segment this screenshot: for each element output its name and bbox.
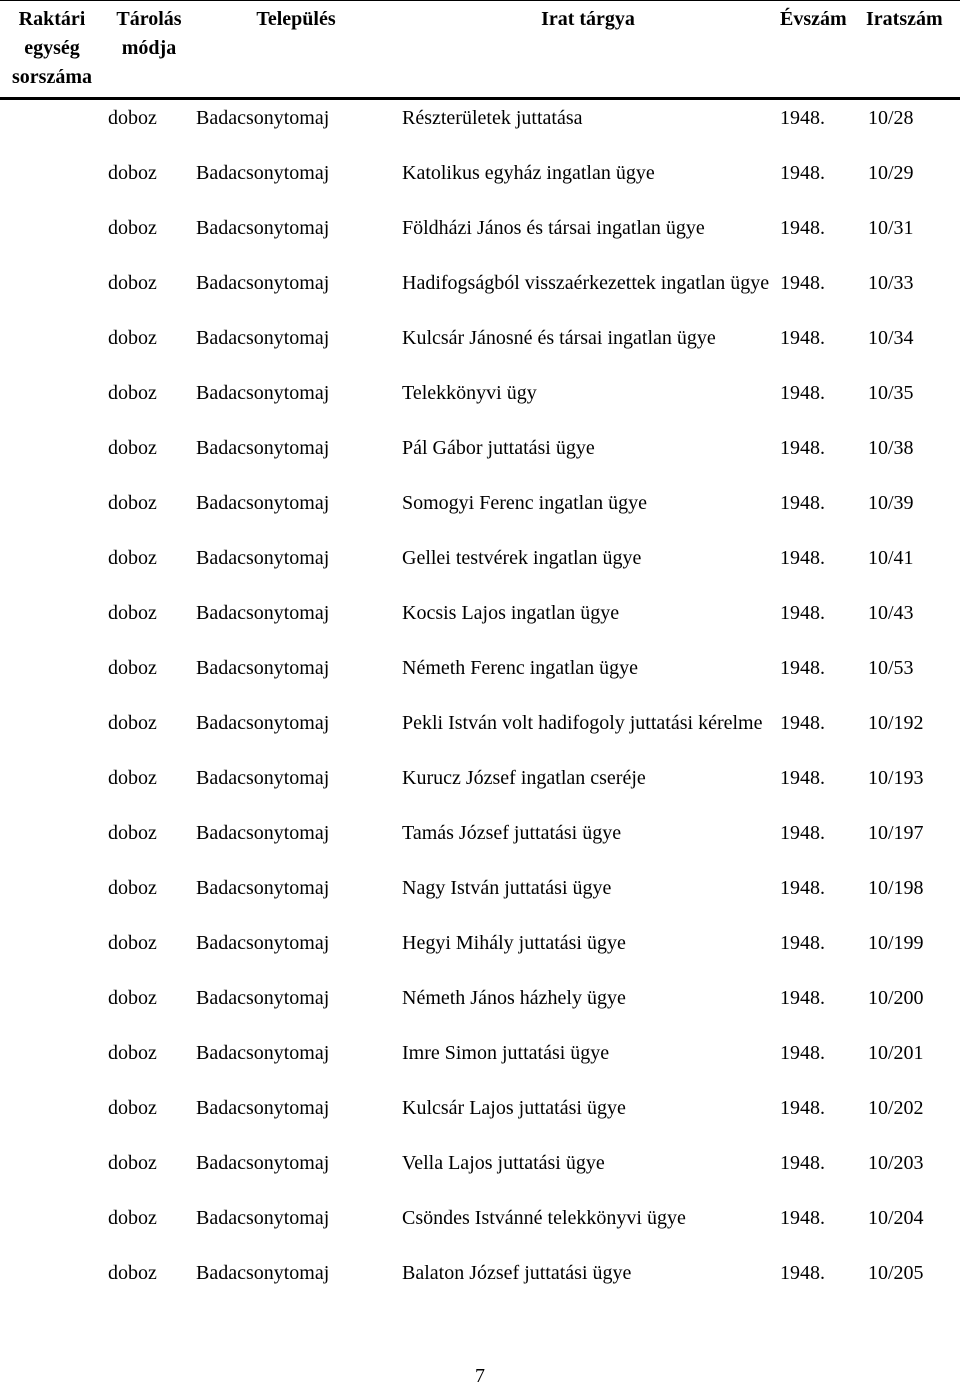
telepules-cell: Badacsonytomaj bbox=[196, 437, 330, 459]
table-row bbox=[0, 598, 960, 653]
telepules-cell: Badacsonytomaj bbox=[196, 657, 330, 679]
table-row bbox=[0, 928, 960, 983]
iratszam-cell: 10/31 bbox=[868, 217, 914, 239]
evszam-cell: 1948. bbox=[780, 272, 825, 294]
evszam-cell: 1948. bbox=[780, 712, 825, 734]
iratszam-cell: 10/39 bbox=[868, 492, 914, 514]
tarolas-cell: doboz bbox=[108, 327, 157, 349]
irat-targya-cell: Hegyi Mihály juttatási ügye bbox=[402, 932, 626, 954]
iratszam-cell: 10/197 bbox=[868, 822, 924, 844]
tarolas-cell: doboz bbox=[108, 987, 157, 1009]
tarolas-cell: doboz bbox=[108, 712, 157, 734]
evszam-cell: 1948. bbox=[780, 1262, 825, 1284]
iratszam-cell: 10/202 bbox=[868, 1097, 924, 1119]
table-row bbox=[0, 1093, 960, 1148]
telepules-cell: Badacsonytomaj bbox=[196, 272, 330, 294]
tarolas-cell: doboz bbox=[108, 657, 157, 679]
iratszam-cell: 10/193 bbox=[868, 767, 924, 789]
header-raktari-egyseg: Raktári egység sorszáma bbox=[12, 8, 92, 88]
irat-targya-cell: Tamás József juttatási ügye bbox=[402, 822, 622, 844]
telepules-cell: Badacsonytomaj bbox=[196, 712, 330, 734]
evszam-cell: 1948. bbox=[780, 107, 825, 129]
irat-targya-cell: Nagy István juttatási ügye bbox=[402, 877, 612, 899]
evszam-cell: 1948. bbox=[780, 1207, 825, 1229]
table-row bbox=[0, 268, 960, 323]
telepules-cell: Badacsonytomaj bbox=[196, 1152, 330, 1174]
telepules-cell: Badacsonytomaj bbox=[196, 382, 330, 404]
irat-targya-cell: Csöndes Istvánné telekkönyvi ügye bbox=[402, 1207, 686, 1229]
tarolas-cell: doboz bbox=[108, 162, 157, 184]
table-body bbox=[0, 103, 960, 1313]
table-row bbox=[0, 873, 960, 928]
header-iratszam: Iratszám bbox=[866, 8, 943, 30]
iratszam-cell: 10/201 bbox=[868, 1042, 924, 1064]
irat-targya-cell: Vella Lajos juttatási ügye bbox=[402, 1152, 605, 1174]
telepules-cell: Badacsonytomaj bbox=[196, 547, 330, 569]
telepules-cell: Badacsonytomaj bbox=[196, 822, 330, 844]
tarolas-cell: doboz bbox=[108, 272, 157, 294]
evszam-cell: 1948. bbox=[780, 547, 825, 569]
iratszam-cell: 10/33 bbox=[868, 272, 914, 294]
table-row bbox=[0, 1148, 960, 1203]
evszam-cell: 1948. bbox=[780, 822, 825, 844]
table-row bbox=[0, 213, 960, 268]
table-row bbox=[0, 488, 960, 543]
tarolas-cell: doboz bbox=[108, 767, 157, 789]
iratszam-cell: 10/38 bbox=[868, 437, 914, 459]
tarolas-cell: doboz bbox=[108, 107, 157, 129]
irat-targya-cell: Hadifogságból visszaérkezettek ingatlan ügye bbox=[402, 272, 770, 294]
tarolas-cell: doboz bbox=[108, 1152, 157, 1174]
tarolas-cell: doboz bbox=[108, 877, 157, 899]
irat-targya-cell: Németh Ferenc ingatlan ügye bbox=[402, 657, 639, 679]
tarolas-cell: doboz bbox=[108, 1262, 157, 1284]
tarolas-cell: doboz bbox=[108, 437, 157, 459]
evszam-cell: 1948. bbox=[780, 217, 825, 239]
iratszam-cell: 10/204 bbox=[868, 1207, 924, 1229]
evszam-cell: 1948. bbox=[780, 657, 825, 679]
table-row bbox=[0, 378, 960, 433]
evszam-cell: 1948. bbox=[780, 877, 825, 899]
tarolas-cell: doboz bbox=[108, 1207, 157, 1229]
tarolas-cell: doboz bbox=[108, 217, 157, 239]
telepules-cell: Badacsonytomaj bbox=[196, 1262, 330, 1284]
table-row bbox=[0, 1038, 960, 1093]
evszam-cell: 1948. bbox=[780, 932, 825, 954]
iratszam-cell: 10/199 bbox=[868, 932, 924, 954]
header-irat-targya: Irat tárgya bbox=[541, 8, 635, 30]
table-row bbox=[0, 818, 960, 873]
table-row bbox=[0, 543, 960, 598]
evszam-cell: 1948. bbox=[780, 1152, 825, 1174]
irat-targya-cell: Kulcsár Jánosné és társai ingatlan ügye bbox=[402, 327, 716, 349]
table-row bbox=[0, 1203, 960, 1258]
evszam-cell: 1948. bbox=[780, 1042, 825, 1064]
table-row bbox=[0, 323, 960, 378]
iratszam-cell: 10/35 bbox=[868, 382, 914, 404]
iratszam-cell: 10/205 bbox=[868, 1262, 924, 1284]
iratszam-cell: 10/53 bbox=[868, 657, 914, 679]
tarolas-cell: doboz bbox=[108, 602, 157, 624]
header-evszam: Évszám bbox=[780, 8, 847, 30]
tarolas-cell: doboz bbox=[108, 932, 157, 954]
irat-targya-cell: Németh János házhely ügye bbox=[402, 987, 626, 1009]
iratszam-cell: 10/200 bbox=[868, 987, 924, 1009]
telepules-cell: Badacsonytomaj bbox=[196, 162, 330, 184]
evszam-cell: 1948. bbox=[780, 987, 825, 1009]
tarolas-cell: doboz bbox=[108, 822, 157, 844]
tarolas-cell: doboz bbox=[108, 1042, 157, 1064]
iratszam-cell: 10/203 bbox=[868, 1152, 924, 1174]
iratszam-cell: 10/192 bbox=[868, 712, 924, 734]
header-telepules: Település bbox=[256, 8, 336, 30]
evszam-cell: 1948. bbox=[780, 1097, 825, 1119]
tarolas-cell: doboz bbox=[108, 1097, 157, 1119]
evszam-cell: 1948. bbox=[780, 382, 825, 404]
iratszam-cell: 10/43 bbox=[868, 602, 914, 624]
iratszam-cell: 10/28 bbox=[868, 107, 914, 129]
table-row bbox=[0, 983, 960, 1038]
telepules-cell: Badacsonytomaj bbox=[196, 987, 330, 1009]
iratszam-cell: 10/34 bbox=[868, 327, 914, 349]
evszam-cell: 1948. bbox=[780, 162, 825, 184]
evszam-cell: 1948. bbox=[780, 767, 825, 789]
telepules-cell: Badacsonytomaj bbox=[196, 877, 330, 899]
table-row bbox=[0, 103, 960, 158]
table-row bbox=[0, 158, 960, 213]
irat-targya-cell: Kulcsár Lajos juttatási ügye bbox=[402, 1097, 626, 1119]
telepules-cell: Badacsonytomaj bbox=[196, 492, 330, 514]
telepules-cell: Badacsonytomaj bbox=[196, 327, 330, 349]
header-tarolas-modja: Tárolás módja bbox=[116, 8, 182, 59]
tarolas-cell: doboz bbox=[108, 492, 157, 514]
irat-targya-cell: Katolikus egyház ingatlan ügye bbox=[402, 162, 655, 184]
iratszam-cell: 10/41 bbox=[868, 547, 914, 569]
iratszam-cell: 10/198 bbox=[868, 877, 924, 899]
telepules-cell: Badacsonytomaj bbox=[196, 767, 330, 789]
telepules-cell: Badacsonytomaj bbox=[196, 1207, 330, 1229]
evszam-cell: 1948. bbox=[780, 327, 825, 349]
irat-targya-cell: Imre Simon juttatási ügye bbox=[402, 1042, 610, 1064]
table-row bbox=[0, 1258, 960, 1313]
telepules-cell: Badacsonytomaj bbox=[196, 107, 330, 129]
telepules-cell: Badacsonytomaj bbox=[196, 602, 330, 624]
evszam-cell: 1948. bbox=[780, 492, 825, 514]
irat-targya-cell: Pekli István volt hadifogoly juttatási kérelme bbox=[402, 712, 763, 734]
irat-targya-cell: Somogyi Ferenc ingatlan ügye bbox=[402, 492, 647, 514]
table-row bbox=[0, 433, 960, 488]
irat-targya-cell: Gellei testvérek ingatlan ügye bbox=[402, 547, 642, 569]
irat-targya-cell: Kocsis Lajos ingatlan ügye bbox=[402, 602, 620, 624]
irat-targya-cell: Telekkönyvi ügy bbox=[402, 382, 537, 404]
irat-targya-cell: Pál Gábor juttatási ügye bbox=[402, 437, 595, 459]
table-row bbox=[0, 708, 960, 763]
irat-targya-cell: Kurucz József ingatlan cseréje bbox=[402, 767, 646, 789]
table-row bbox=[0, 653, 960, 708]
table-header bbox=[0, 0, 960, 100]
evszam-cell: 1948. bbox=[780, 437, 825, 459]
iratszam-cell: 10/29 bbox=[868, 162, 914, 184]
irat-targya-cell: Részterületek juttatása bbox=[402, 107, 583, 129]
telepules-cell: Badacsonytomaj bbox=[196, 1097, 330, 1119]
telepules-cell: Badacsonytomaj bbox=[196, 217, 330, 239]
evszam-cell: 1948. bbox=[780, 602, 825, 624]
irat-targya-cell: Balaton József juttatási ügye bbox=[402, 1262, 632, 1284]
table-row bbox=[0, 763, 960, 818]
telepules-cell: Badacsonytomaj bbox=[196, 932, 330, 954]
telepules-cell: Badacsonytomaj bbox=[196, 1042, 330, 1064]
irat-targya-cell: Földházi János és társai ingatlan ügye bbox=[402, 217, 705, 239]
tarolas-cell: doboz bbox=[108, 382, 157, 404]
tarolas-cell: doboz bbox=[108, 547, 157, 569]
page-number: 7 bbox=[475, 1365, 485, 1387]
